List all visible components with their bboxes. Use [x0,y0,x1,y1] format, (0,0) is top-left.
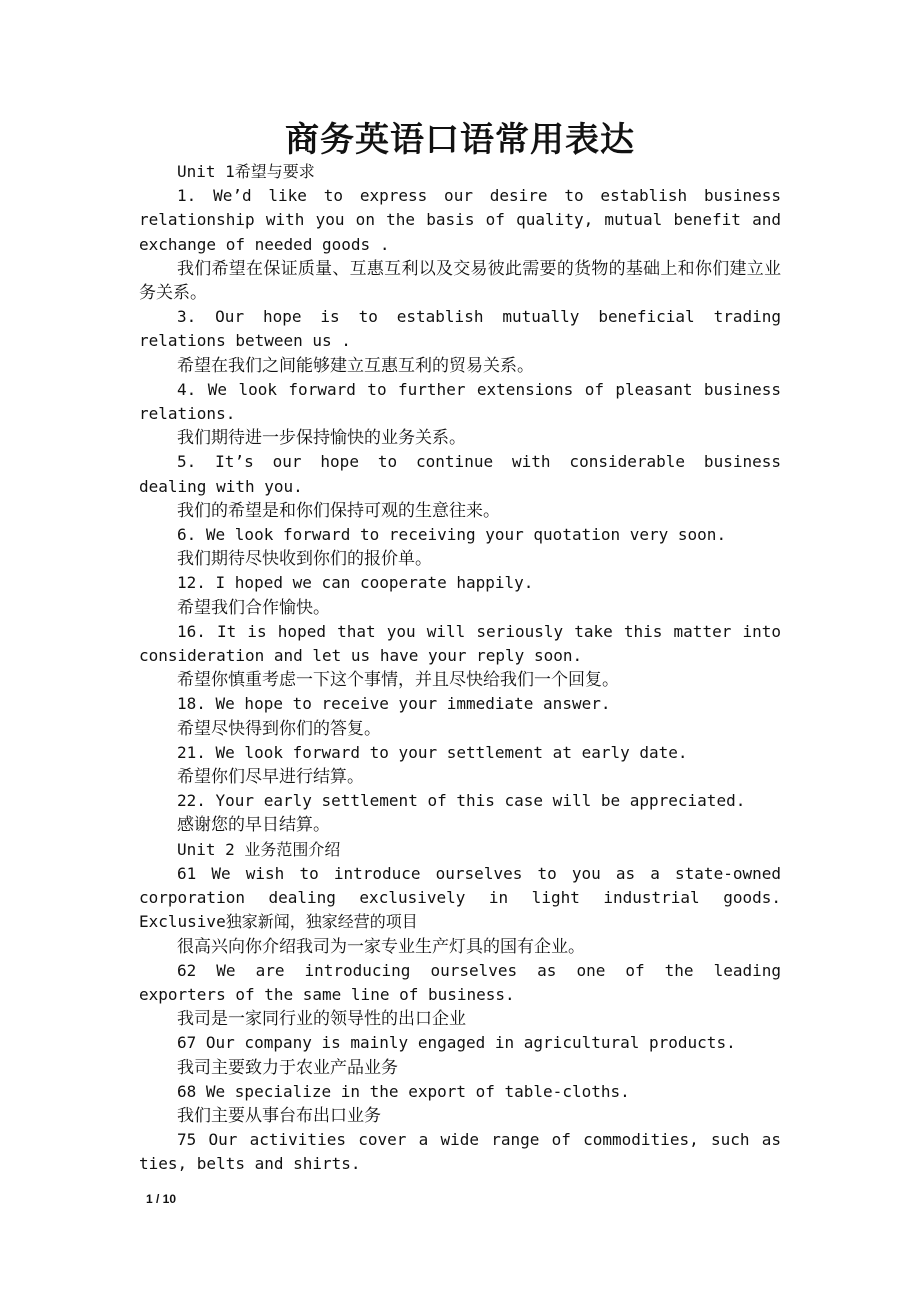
english-sentence: 4. We look forward to further extensions of pleasant business relations. [139,379,781,424]
chinese-translation: 我们主要从事台布出口业务 [177,1105,381,1126]
english-sentence: 16. It is hoped that you will seriously take this matter into consideration and let us have your reply soon. [139,621,781,666]
document-body [139,160,781,1177]
english-sentence: 67 Our company is mainly engaged in agricultural products. [177,1033,736,1053]
chinese-translation: 我们的希望是和你们保持可观的生意往来。 [177,500,500,521]
page-number: 1 / 10 [146,1192,177,1206]
chinese-translation: 希望尽快得到你们的答复。 [177,718,381,739]
english-sentence: 22. Your early settlement of this case will be appreciated. [177,791,746,811]
unit-heading: Unit 2 业务范围介绍 [177,839,341,859]
english-sentence: 6. We look forward to receiving your quotation very soon. [177,525,727,545]
chinese-translation: 我们希望在保证质量、互惠互利以及交易彼此需要的货物的基础上和你们建立业务关系。 [139,258,781,304]
chinese-translation: 我司是一家同行业的领导性的出口企业 [177,1009,466,1030]
chinese-translation: 希望在我们之间能够建立互惠互利的贸易关系。 [177,355,534,376]
chinese-translation: 很高兴向你介绍我司为一家专业生产灯具的国有企业。 [177,936,585,957]
chinese-translation: 我们期待进一步保持愉快的业务关系。 [177,428,466,449]
english-sentence: 5. It’s our hope to continue with considerable business dealing with you. [139,452,781,496]
english-sentence: 61 We wish to introduce ourselves to you as a state-owned corporation dealing exclusively in light industrial goods. Exclusive独家新闻，独家经营的项目 [139,863,781,932]
chinese-translation: 感谢您的早日结算。 [177,815,330,836]
english-sentence: 75 Our activities cover a wide range of commodities, such as ties, belts and shirts. [139,1130,781,1174]
english-sentence: 18. We hope to receive your immediate answer. [177,694,611,714]
chinese-translation: 我们期待尽快收到你们的报价单。 [177,549,432,570]
document-title: 商务英语口语常用表达 [285,120,635,160]
chinese-translation: 我司主要致力于农业产品业务 [177,1057,398,1078]
chinese-translation: 希望我们合作愉快。 [177,597,330,618]
english-sentence: 68 We specialize in the export of table-cloths. [177,1081,630,1101]
english-sentence: 62 We are introducing ourselves as one of the leading exporters of the same line of business. [139,960,781,1004]
english-sentence: 12. I hoped we can cooperate happily. [177,573,534,593]
unit-heading: Unit 1希望与要求 [177,162,315,181]
chinese-translation: 希望你们尽早进行结算。 [177,767,364,788]
english-sentence: 3. Our hope is to establish mutually beneficial trading relations between us . [139,307,781,351]
chinese-translation: 希望你慎重考虑一下这个事情，并且尽快给我们一个回复。 [177,670,619,691]
english-sentence: 21. We look forward to your settlement at early date. [177,742,688,762]
english-sentence: 1. We’d like to express our desire to establish business relationship with you on the basis of quality, mutual benefit and exchange of needed goods . [139,186,781,254]
